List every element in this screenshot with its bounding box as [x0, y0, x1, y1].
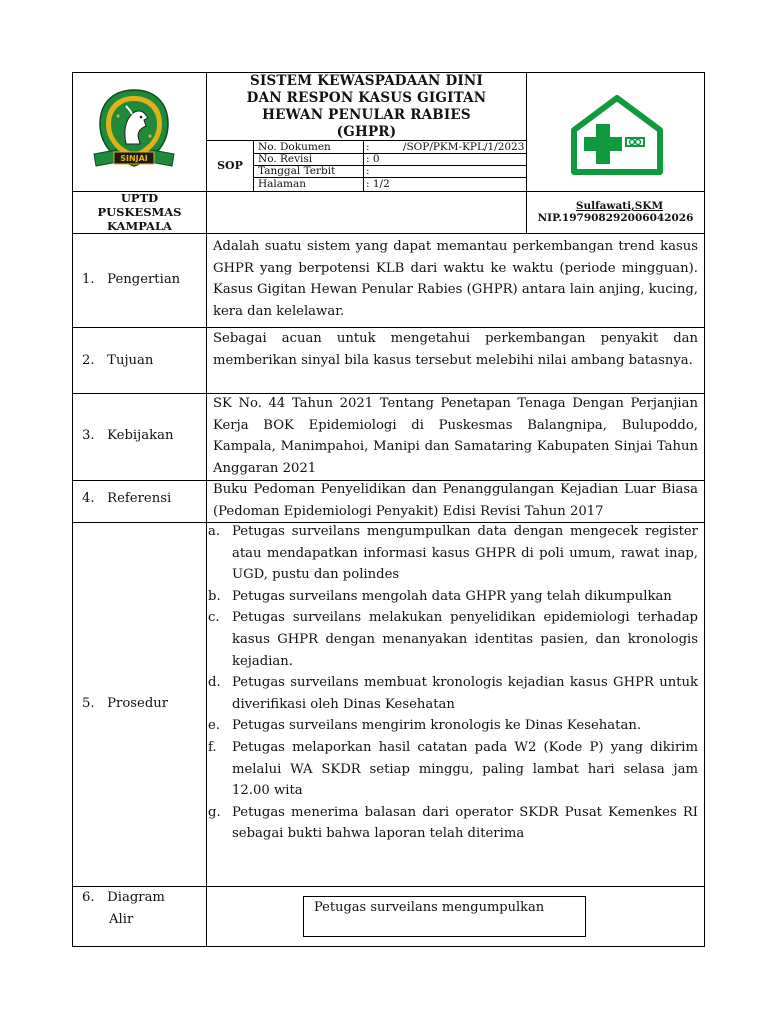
- sinjai-banner-text: SINJAI: [120, 154, 148, 163]
- procedure-text: Petugas surveilans mengirim kronologis ke Dinas Kesehatan.: [232, 718, 642, 734]
- section-label: [82, 693, 168, 715]
- title-line: HEWAN PENULAR RABIES: [262, 107, 471, 123]
- section-text-tujuan: Sebagai acuan untuk mengetahui perkembangan penyakit dan memberikan sinyal bila kasus tersebut melebihi nilai ambang batasnya.: [213, 331, 698, 368]
- procedure-text: Petugas surveilans melakukan penyelidikan epidemiologi terhadap kasus GHPR dengan menanyakan identitas pasien, dan kronologis kejadian.: [232, 610, 698, 669]
- procedure-marker: f.: [208, 739, 217, 755]
- puskesmas-logo: [566, 94, 668, 176]
- section-label: [82, 488, 171, 510]
- institution-name: [73, 191, 206, 233]
- section-label: [82, 887, 165, 909]
- procedure-item: [208, 715, 698, 737]
- title-line: DAN RESPON KASUS GIGITAN: [246, 90, 487, 106]
- procedure-item: [208, 521, 698, 586]
- title-line: (GHPR): [336, 124, 397, 140]
- procedure-item: [208, 607, 698, 672]
- section-label: [82, 350, 153, 372]
- section-title: Pengertian: [107, 272, 181, 287]
- doc-field-label: No. Revisi: [258, 153, 313, 165]
- institution-line: KAMPALA: [107, 219, 172, 233]
- procedure-marker: a.: [208, 524, 221, 539]
- doc-field-value: : 1/2: [366, 178, 390, 190]
- doc-field-label: No. Dokumen: [258, 141, 331, 153]
- section-text-pengertian: Adalah suatu sistem yang dapat memantau perkembangan trend kasus GHPR yang berpotensi KLB dari waktu ke waktu (periode mingguan). Kasus Gigitan Hewan Penular Rabies (GHPR) antara lain anjing, kucing, kera dan kelelawar.: [213, 239, 698, 319]
- section-text-kebijakan: SK No. 44 Tahun 2021 Tentang Penetapan Tenaga Dengan Perjanjian Kerja BOK Epidemiologi di Puskesmas Balangnipa, Bulupoddo, Kampala, Manimpahoi, Manipi dan Samataring Kabupaten Sinjai Tahun Anggaran 2021: [213, 396, 698, 476]
- procedure-list: [208, 521, 698, 845]
- section-title: Referensi: [107, 491, 172, 506]
- section-number: 3.: [82, 428, 95, 443]
- procedure-marker: d.: [208, 675, 221, 691]
- doc-field-value: : 0: [366, 153, 380, 165]
- doc-field-value: : /SOP/PKM-KPL/1/2023: [366, 141, 525, 153]
- section-text-referensi: Buku Pedoman Penyelidikan dan Penanggulangan Kejadian Luar Biasa (Pedoman Epidemiologi Penyakit) Edisi Revisi Tahun 2017: [213, 482, 698, 519]
- procedure-item: [208, 672, 698, 715]
- doc-field-label: Halaman: [258, 178, 307, 190]
- document-title: [207, 73, 526, 140]
- section-number: 5.: [82, 696, 95, 711]
- section-title-cont: Alir: [109, 912, 134, 927]
- procedure-item: [208, 586, 698, 608]
- sop-label: SOP: [217, 159, 243, 172]
- procedure-text: Petugas surveilans mengolah data GHPR yang telah dikumpulkan: [232, 588, 672, 604]
- signatory: [527, 200, 704, 224]
- title-line: SISTEM KEWASPADAAN DINI: [250, 73, 483, 89]
- procedure-marker: b.: [208, 588, 221, 604]
- flow-box: [303, 896, 586, 937]
- procedure-text: Petugas surveilans membuat kronologis kejadian kasus GHPR untuk diverifikasi oleh Dinas Kesehatan: [232, 675, 698, 712]
- procedure-marker: c.: [208, 610, 220, 626]
- procedure-marker: e.: [208, 718, 220, 734]
- signatory-nip: NIP.197908292006042026: [537, 212, 694, 224]
- section-number: 1.: [82, 272, 95, 287]
- signatory-name: Sulfawati,SKM: [575, 200, 664, 212]
- doc-field-value: :: [366, 165, 370, 177]
- section-title: Diagram: [107, 890, 165, 905]
- section-number: 2.: [82, 353, 95, 368]
- section-label: [82, 425, 173, 447]
- institution-line: PUSKESMAS: [97, 205, 182, 219]
- section-title: Prosedur: [107, 696, 169, 711]
- procedure-text: Petugas surveilans mengumpulkan data dengan mengecek register atau mendapatkan informasi kasus GHPR di poli umum, rawat inap, UGD, pustu dan polindes: [232, 524, 698, 583]
- procedure-text: Petugas melaporkan hasil catatan pada W2 (Kode P) yang dikirim melalui WA SKDR setiap minggu, paling lambat hari selasa jam 12.00 wita: [232, 739, 698, 799]
- section-number: 4.: [82, 491, 95, 506]
- section-number: 6.: [82, 890, 95, 905]
- flow-box-text: Petugas surveilans mengumpulkan: [314, 900, 545, 915]
- section-title: Tujuan: [107, 353, 154, 368]
- procedure-marker: g.: [208, 804, 221, 820]
- sinjai-logo: [88, 86, 180, 178]
- procedure-text: Petugas menerima balasan dari operator SKDR Pusat Kemenkes RI sebagai bukti bahwa laporan telah diterima: [232, 804, 698, 842]
- procedure-item: [208, 737, 698, 802]
- procedure-item: [208, 802, 698, 845]
- institution-line: UPTD: [120, 191, 159, 205]
- doc-field-label: Tanggal Terbit: [258, 165, 336, 177]
- section-label: [82, 269, 180, 291]
- section-title: Kebijakan: [107, 428, 174, 443]
